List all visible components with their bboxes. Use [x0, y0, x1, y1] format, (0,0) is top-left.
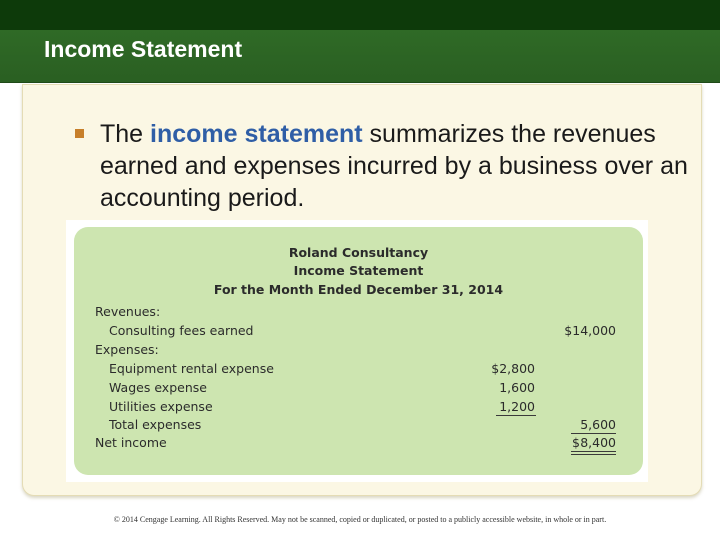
expense-label: Utilities expense	[109, 399, 213, 414]
bullet-text	[100, 118, 690, 214]
consulting-fees-row	[74, 323, 643, 341]
expense-label: Wages expense	[109, 380, 207, 395]
total-expenses-amount: 5,600	[580, 417, 616, 432]
expense-row	[74, 399, 643, 417]
consulting-fees-amount: $14,000	[564, 323, 616, 338]
net-income-currency: $	[572, 435, 580, 450]
expense-row	[74, 361, 643, 379]
expenses-row	[74, 342, 643, 360]
top-band	[0, 0, 720, 30]
bullet-text-suffix: summarizes the revenues earned and expenses incurred by a business over an accounting period.	[100, 120, 688, 212]
revenues-label: Revenues:	[95, 304, 161, 319]
expense-row	[74, 380, 643, 398]
copyright-notice: © 2014 Cengage Learning. All Rights Reserved. May not be scanned, copied or duplicated, or posted to a publicly accessible website, in whole or in part.	[113, 515, 607, 524]
revenues-row	[74, 304, 643, 322]
bullet-highlight-term: income statement	[150, 120, 363, 148]
slide-title: Income Statement	[44, 36, 243, 62]
statement-period: For the Month Ended December 31, 2014	[213, 282, 504, 297]
income-statement-card	[74, 227, 643, 475]
expense-label: Equipment rental expense	[109, 361, 274, 376]
expense-amount: 1,200	[499, 399, 535, 414]
total-expenses-label: Total expenses	[109, 417, 202, 432]
statement-company: Roland Consultancy	[288, 245, 429, 260]
expenses-underline	[496, 415, 536, 416]
net-income-double-underline-top	[571, 451, 616, 452]
net-income-label: Net income	[95, 435, 167, 450]
bullet-text-prefix: The	[100, 120, 151, 148]
statement-name: Income Statement	[293, 263, 424, 278]
expense-amount: 1,600	[499, 380, 535, 395]
net-income-amount: 8,400	[580, 435, 616, 450]
total-expenses-row	[74, 417, 643, 435]
net-income-double-underline-bottom	[571, 454, 616, 455]
expenses-label: Expenses:	[95, 342, 159, 357]
total-underline	[571, 433, 616, 434]
net-income-row	[74, 435, 643, 453]
expense-amount: $2,800	[491, 361, 535, 376]
consulting-fees-label: Consulting fees earned	[109, 323, 254, 338]
bullet-square-icon	[75, 129, 84, 138]
